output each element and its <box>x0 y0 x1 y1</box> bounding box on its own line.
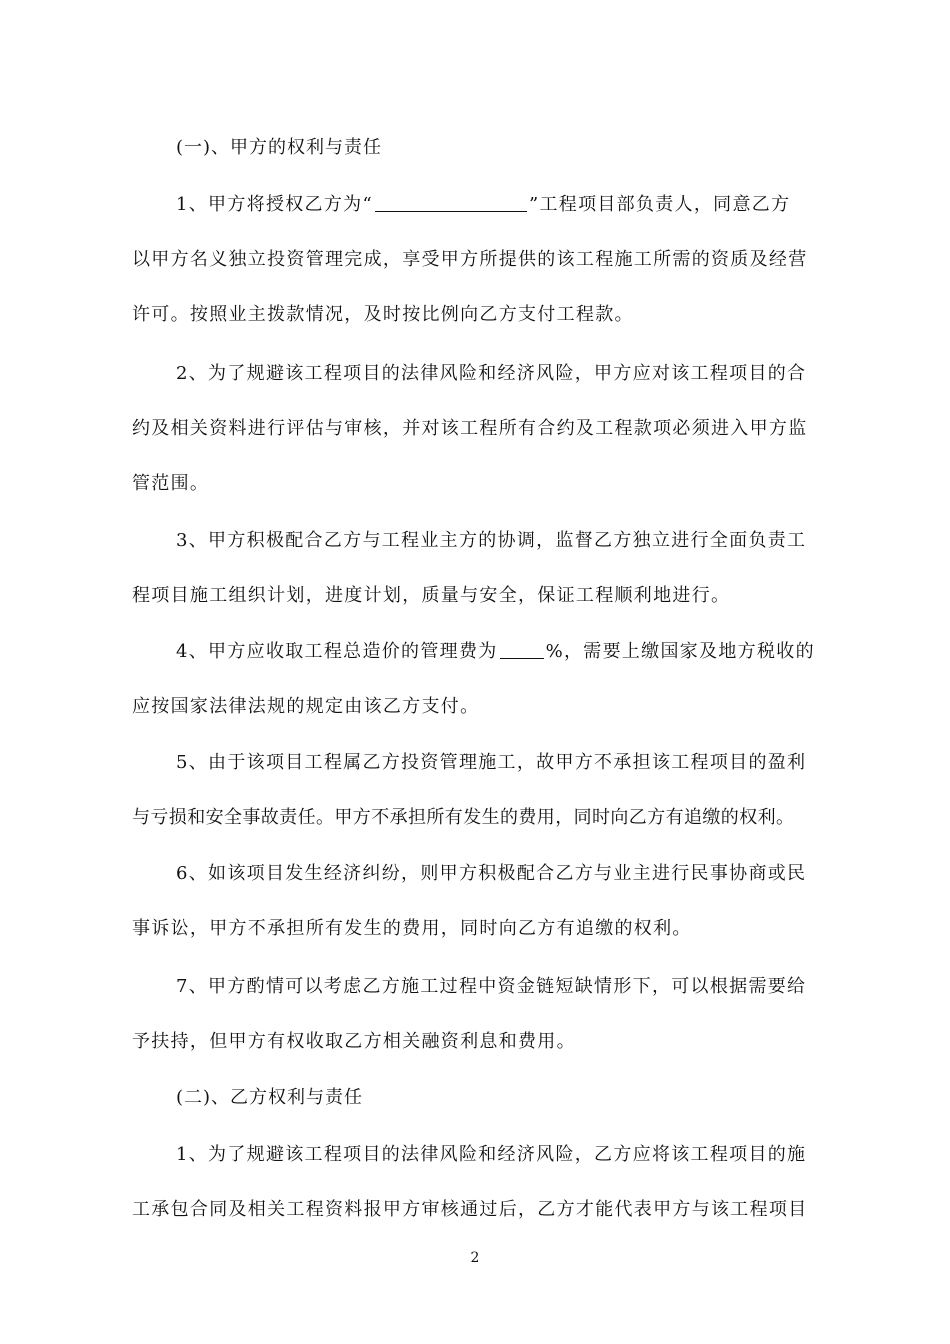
clause-line <box>132 624 822 679</box>
clause-line <box>132 177 822 232</box>
clause-a3 <box>132 513 822 623</box>
page-number: 2 <box>470 1250 480 1266</box>
clause-text: %，需要上缴国家及地方税收的 <box>545 641 815 662</box>
clause-line: 6、如该项目发生经济纠纷，则甲方积极配合乙方与业主进行民事协商或民 <box>176 863 807 884</box>
clause-line: 工承包合同及相关工程资料报甲方审核通过后，乙方才能代表甲方与该工程项目 <box>132 1199 808 1220</box>
clause-a6 <box>132 846 822 956</box>
clause-line: 7、甲方酌情可以考虑乙方施工过程中资金链短缺情形下，可以根据需要给 <box>176 976 807 997</box>
section-heading-party-a: (一)、甲方的权利与责任 <box>176 137 383 158</box>
clause-b1 <box>132 1127 822 1237</box>
section-heading-party-b: (二)、乙方权利与责任 <box>176 1087 364 1108</box>
clause-line: 1、为了规避该工程项目的法律风险和经济风险，乙方应将该工程项目的施 <box>176 1144 807 1165</box>
clause-line: 与亏损和安全事故责任。甲方不承担所有发生的费用，同时向乙方有追缴的权利。 <box>132 807 795 828</box>
clause-line: 以甲方名义独立投资管理完成，享受甲方所提供的该工程施工所需的资质及经营 <box>132 249 808 270</box>
clause-line: 管范围。 <box>132 473 210 494</box>
clause-a1 <box>132 177 822 342</box>
clause-line: 许可。按照业主拨款情况，及时按比例向乙方支付工程款。 <box>132 304 634 325</box>
clause-a7 <box>132 959 822 1069</box>
clause-line: 3、甲方积极配合乙方与工程业主方的协调，监督乙方独立进行全面负责工 <box>176 530 807 551</box>
clause-line: 予扶持，但甲方有权收取乙方相关融资利息和费用。 <box>132 1031 576 1052</box>
clause-text: 4、甲方应收取工程总造价的管理费为 <box>176 641 498 662</box>
clause-text: 1、甲方将授权乙方为“ <box>176 194 373 215</box>
clause-line: 程项目施工组织计划，进度计划，质量与安全，保证工程顺利地进行。 <box>132 585 731 606</box>
project-name-blank <box>375 193 527 212</box>
clause-a2 <box>132 346 822 511</box>
clause-line: 2、为了规避该工程项目的法律风险和经济风险，甲方应对该工程项目的合 <box>176 363 807 384</box>
clause-line: 约及相关资料进行评估与审核，并对该工程所有合约及工程款项必须进入甲方监 <box>132 418 808 439</box>
management-fee-blank <box>500 640 544 659</box>
clause-line: 5、由于该项目工程属乙方投资管理施工，故甲方不承担该工程项目的盈利 <box>176 752 807 773</box>
clause-text: ”工程项目部负责人，同意乙方 <box>528 194 791 215</box>
clause-line: 事诉讼，甲方不承担所有发生的费用，同时向乙方有追缴的权利。 <box>132 918 692 939</box>
clause-a5 <box>132 735 822 845</box>
clause-a4 <box>132 624 822 734</box>
clause-line: 应按国家法律法规的规定由该乙方支付。 <box>132 696 480 717</box>
